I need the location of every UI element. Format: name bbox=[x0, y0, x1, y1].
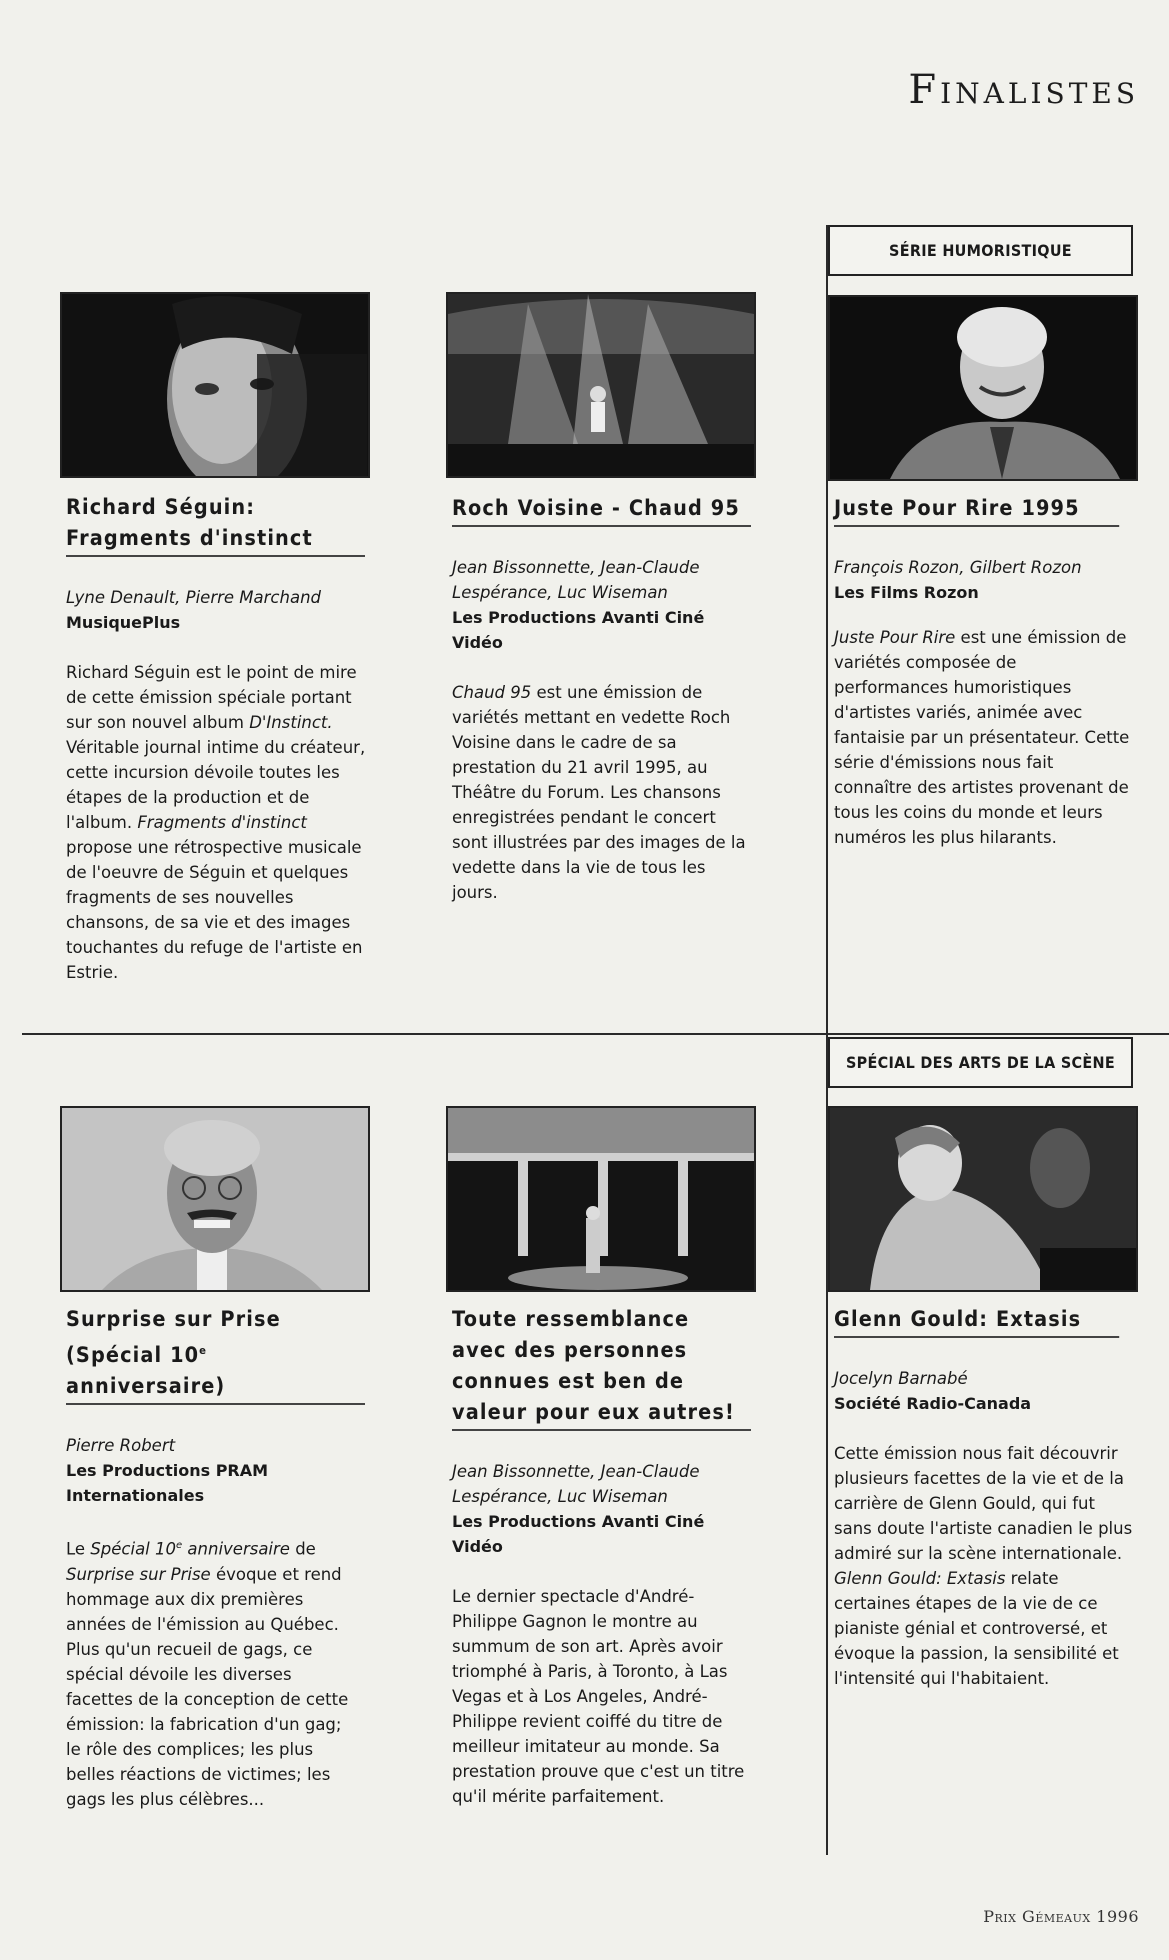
entry-title-line: Roch Voisine - Chaud 95 bbox=[452, 496, 740, 520]
entry-company: MusiquePlus bbox=[66, 613, 181, 632]
entry-surprise-sur-prise bbox=[66, 1304, 366, 1812]
entry-title-line: Surprise sur Prise bbox=[66, 1307, 281, 1331]
desc-text: de bbox=[289, 1539, 316, 1559]
host-photo-icon bbox=[830, 297, 1136, 479]
desc-emphasis: Juste Pour Rire bbox=[834, 628, 956, 647]
entry-title-line bbox=[66, 1335, 365, 1402]
entry-title bbox=[834, 1304, 1119, 1338]
photo-andre-philippe-gagnon bbox=[446, 1106, 756, 1292]
entry-producers: Pierre Robert bbox=[66, 1436, 176, 1455]
entry-producers: Jean Bissonnette, Jean-Claude Lespérance, Luc Wiseman bbox=[452, 558, 700, 602]
entry-description bbox=[834, 1441, 1134, 1691]
entry-title-line: Glenn Gould: Extasis bbox=[834, 1307, 1082, 1331]
desc-text: évoque et rend hommage aux dix premières années de l'émission au Québec. Plus qu'un recueil de gags, ce spécial dévoile les diverses facettes de la conception de cette émission: la fabrication d'un gag; le rôle des complices; les plus belles réactions de victimes; les gags les plus célèbres... bbox=[66, 1564, 349, 1809]
entry-description bbox=[66, 660, 366, 985]
entry-company: Les Films Rozon bbox=[834, 583, 979, 602]
page-title: Finalistes bbox=[908, 66, 1139, 113]
entry-description bbox=[452, 680, 752, 905]
desc-superscript: e bbox=[176, 1540, 183, 1551]
entry-juste-pour-rire bbox=[834, 493, 1134, 850]
desc-text: Le dernier spectacle d'André-Philippe Gagnon le montre au summum de son art. Après avoir triomphé à Paris, à Toronto, à Las Vegas et à Los Angeles, André-Philippe revient coiffé du titre de meilleur imitateur au monde. Sa prestation prouve que c'est un titre qu'il mérite parfaitement. bbox=[452, 1587, 745, 1806]
pianist-photo-icon bbox=[830, 1108, 1136, 1290]
entry-company: Société Radio-Canada bbox=[834, 1394, 1032, 1413]
photo-roch-voisine bbox=[446, 292, 756, 478]
desc-text: relate certaines étapes de la vie de ce pianiste génial et controversé, et évoque la passion, la sensibilité et l'intensité qui l'habitaient. bbox=[834, 1569, 1119, 1688]
desc-emphasis: anniversaire bbox=[182, 1539, 290, 1559]
entry-title-line: Richard Séguin: bbox=[66, 495, 256, 519]
entry-description bbox=[834, 625, 1134, 850]
title-superscript: e bbox=[199, 1344, 208, 1357]
photo-surprise-sur-prise bbox=[60, 1106, 370, 1292]
entry-producers: Jocelyn Barnabé bbox=[834, 1369, 968, 1388]
entry-title bbox=[452, 1304, 751, 1431]
stage-photo-icon bbox=[448, 1108, 754, 1290]
desc-emphasis: Surprise sur Prise bbox=[66, 1564, 211, 1584]
entry-title bbox=[66, 492, 365, 557]
desc-text: Véritable journal intime du créateur, cette incursion dévoile toutes les étapes de la production et de l'album. bbox=[66, 738, 366, 832]
entry-company: Les Productions Avanti Ciné Vidéo bbox=[452, 1512, 705, 1556]
page-footer: Prix Gémeaux 1996 bbox=[983, 1907, 1139, 1926]
photo-richard-seguin bbox=[60, 292, 370, 478]
entry-title bbox=[66, 1304, 365, 1405]
entry-richard-seguin bbox=[66, 492, 366, 985]
entry-title-line: Toute ressemblance avec des personnes connues est ben de valeur pour eux autres! bbox=[452, 1307, 735, 1424]
entry-title bbox=[834, 493, 1119, 527]
desc-text: Le bbox=[66, 1539, 91, 1559]
desc-emphasis: D'Instinct. bbox=[249, 713, 333, 732]
desc-emphasis: Spécial 10 bbox=[90, 1539, 177, 1559]
entry-roch-voisine bbox=[452, 493, 752, 905]
desc-text: Richard Séguin est le point de mire de cette émission spéciale portant sur son nouvel album bbox=[66, 663, 357, 732]
entry-company: Les Productions PRAM Internationales bbox=[66, 1461, 269, 1505]
desc-emphasis: Glenn Gould: Extasis bbox=[834, 1569, 1006, 1588]
entry-company: Les Productions Avanti Ciné Vidéo bbox=[452, 608, 705, 652]
entry-description bbox=[452, 1584, 752, 1809]
concert-photo-icon bbox=[448, 294, 754, 476]
entry-title-line: Fragments d'instinct bbox=[66, 526, 313, 550]
portrait-photo-icon bbox=[62, 294, 368, 476]
entry-glenn-gould bbox=[834, 1304, 1134, 1691]
category-label-special-arts-scene: SPÉCIAL DES ARTS DE LA SCÈNE bbox=[828, 1037, 1133, 1088]
photo-glenn-gould bbox=[828, 1106, 1138, 1292]
desc-text: est une émission de variétés composée de performances humoristiques d'artistes variés, animée avec fantaisie par un présentateur. Cette série d'émissions nous fait connaître des artistes provenant de tous les coins du monde et leurs numéros les plus hilarants. bbox=[834, 628, 1130, 847]
photo-juste-pour-rire bbox=[828, 295, 1138, 481]
title-text: (Spécial 10 bbox=[66, 1343, 200, 1367]
desc-emphasis: Chaud 95 bbox=[452, 683, 532, 702]
row-divider bbox=[22, 1033, 1169, 1035]
entry-description bbox=[66, 1533, 361, 1812]
entry-title bbox=[452, 493, 751, 527]
entry-producers: Lyne Denault, Pierre Marchand bbox=[66, 588, 322, 607]
desc-text: Cette émission nous fait découvrir plusieurs facettes de la vie et de la carrière de Glenn Gould, qui fut sans doute l'artiste canadien le plus admiré sur la scène internationale. bbox=[834, 1444, 1133, 1563]
portrait-photo-icon bbox=[62, 1108, 368, 1290]
category-label-serie-humoristique: SÉRIE HUMORISTIQUE bbox=[828, 225, 1133, 276]
desc-emphasis: Fragments d'instinct bbox=[137, 813, 307, 832]
entry-producers: Jean Bissonnette, Jean-Claude Lespérance, Luc Wiseman bbox=[452, 1462, 700, 1506]
title-text: anniversaire) bbox=[66, 1374, 226, 1398]
entry-producers: François Rozon, Gilbert Rozon bbox=[834, 558, 1082, 577]
desc-text: propose une rétrospective musicale de l'oeuvre de Séguin et quelques fragments de ses nouvelles chansons, de sa vie et des images touchantes du refuge de l'artiste en Estrie. bbox=[66, 838, 363, 982]
desc-text: est une émission de variétés mettant en vedette Roch Voisine dans le cadre de sa prestation du 21 avril 1995, au Théâtre du Forum. Les chansons enregistrées pendant le concert sont illustrées par des images de la vedette dans la vie de tous les jours. bbox=[452, 683, 746, 902]
entry-title-line: Juste Pour Rire 1995 bbox=[834, 496, 1080, 520]
entry-andre-philippe-gagnon bbox=[452, 1304, 752, 1809]
